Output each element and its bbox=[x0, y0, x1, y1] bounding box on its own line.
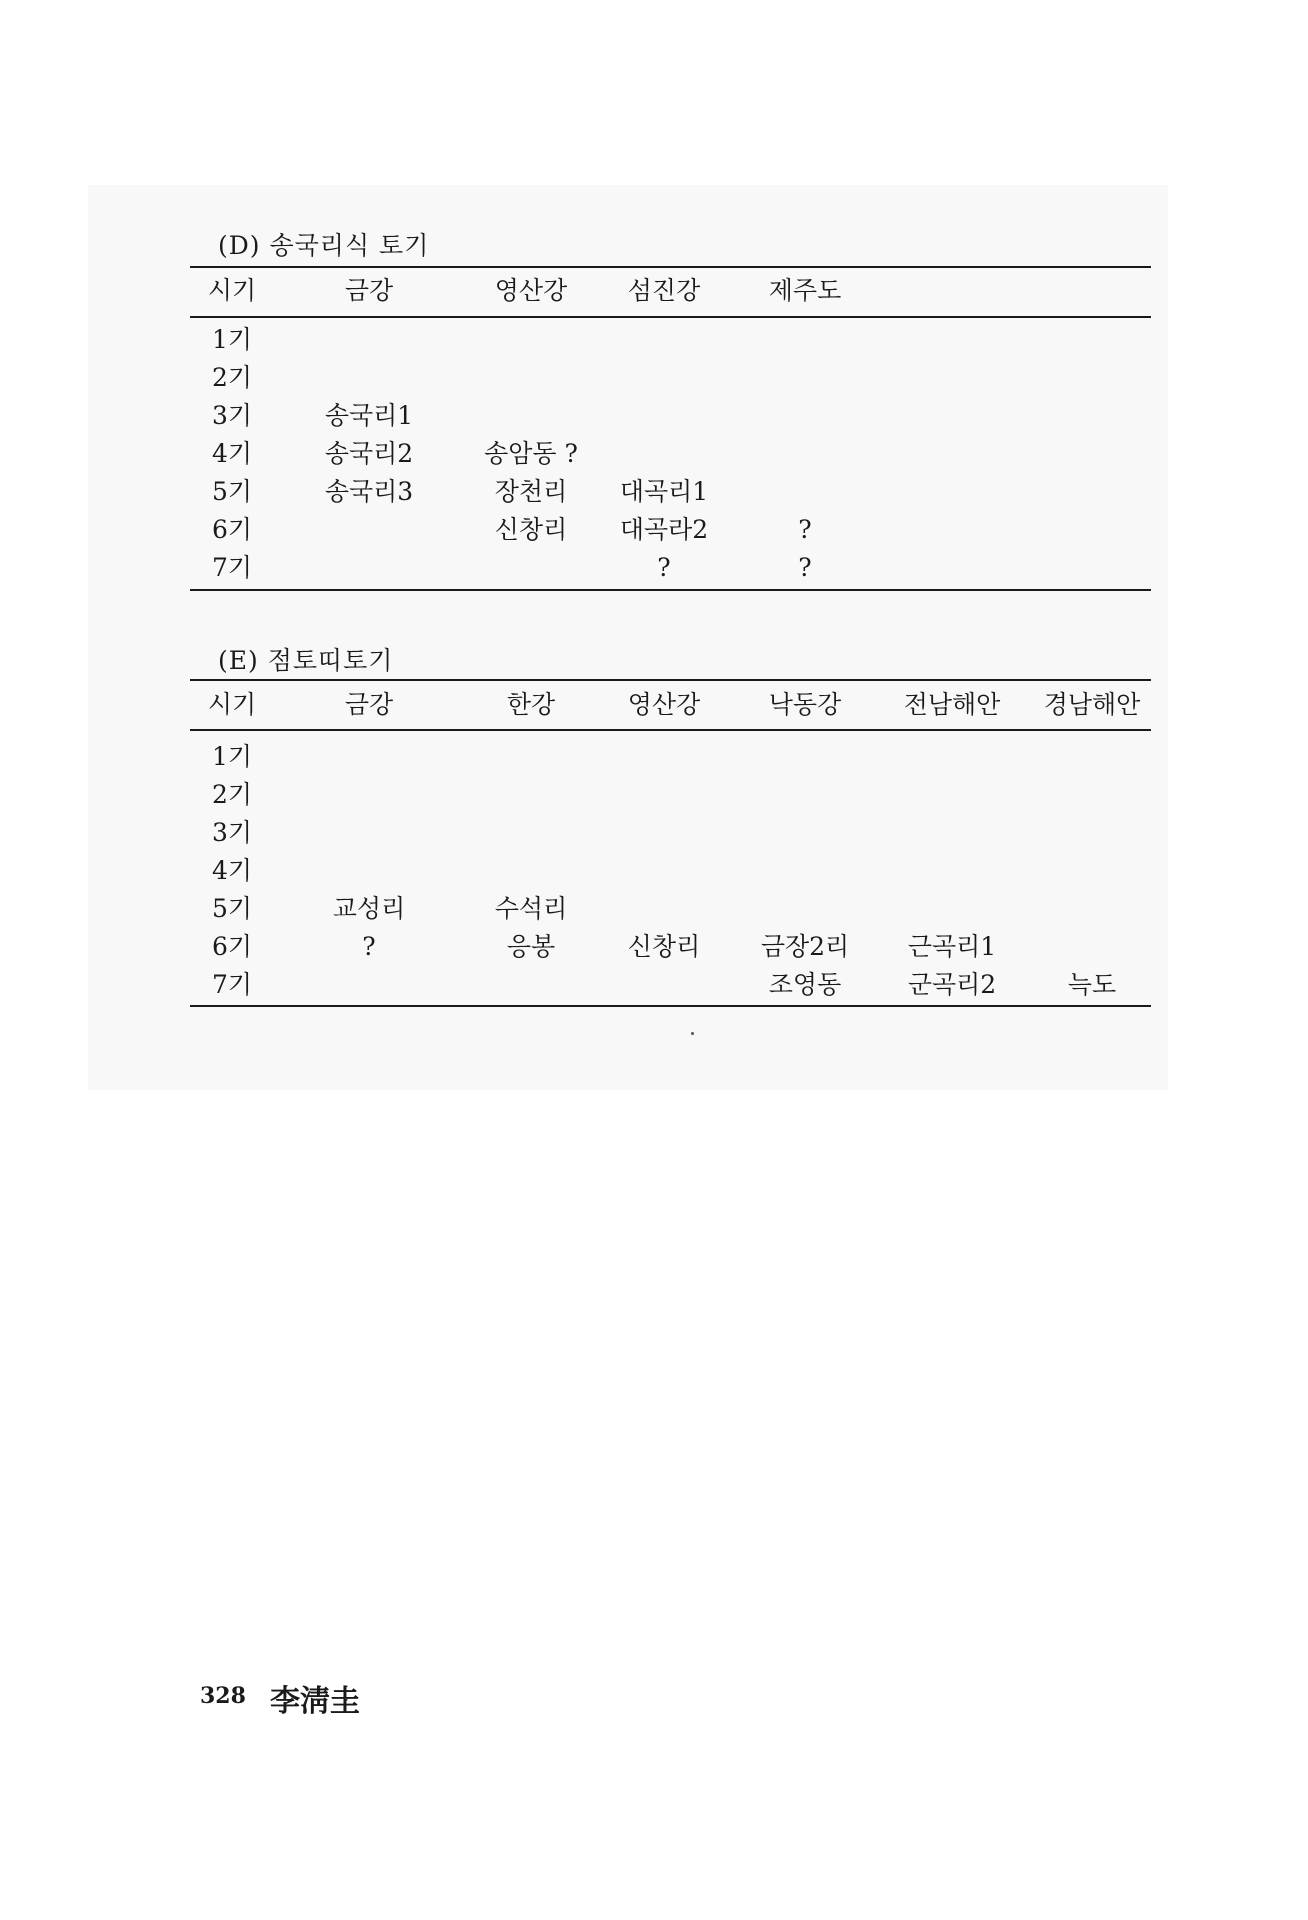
section_d-period-label: 1기 bbox=[212, 325, 253, 354]
section_e-period-label: 4기 bbox=[212, 856, 253, 885]
page-number: 328 bbox=[200, 1683, 246, 1709]
section-e-top-rule bbox=[190, 679, 1151, 681]
section_e-table-cell: 늑도 bbox=[1067, 970, 1117, 999]
section_e-table-cell: ? bbox=[362, 932, 376, 961]
section_d-table-cell: ? bbox=[798, 553, 812, 582]
section_e-table-cell: 조영동 bbox=[768, 970, 842, 999]
section_d-table-cell: 장천리 bbox=[494, 477, 568, 506]
section_e-header-4: 낙동강 bbox=[768, 690, 842, 719]
stray-mark bbox=[691, 1032, 694, 1035]
section_d-table-cell: 대곡리1 bbox=[619, 477, 709, 506]
section-d-bottom-rule bbox=[190, 589, 1151, 591]
author-name: 李淸圭 bbox=[270, 1684, 360, 1719]
section_d-header-2: 영산강 bbox=[494, 276, 568, 305]
section_d-header-1: 금강 bbox=[344, 276, 394, 305]
section_e-table-cell: 근곡리1 bbox=[907, 932, 997, 961]
section_d-table-cell: 송암동 ? bbox=[484, 439, 578, 468]
section_e-table-cell: 수석리 bbox=[494, 894, 568, 923]
section_d-period-label: 7기 bbox=[212, 553, 253, 582]
section_d-table-cell: 신창리 bbox=[494, 515, 568, 544]
section_e-header-1: 금강 bbox=[344, 690, 394, 719]
section_e-header-0: 시기 bbox=[207, 690, 257, 719]
section_d-table-cell: 송국리1 bbox=[324, 401, 414, 430]
section_d-period-label: 2기 bbox=[212, 363, 253, 392]
section_e-period-label: 6기 bbox=[212, 932, 253, 961]
section_e-period-label: 3기 bbox=[212, 818, 253, 847]
section_e-period-label: 7기 bbox=[212, 970, 253, 999]
section_e-period-label: 5기 bbox=[212, 894, 253, 923]
section_e-header-2: 한강 bbox=[506, 690, 556, 719]
section_d-period-label: 6기 bbox=[212, 515, 253, 544]
section_d-table-cell: 대곡라2 bbox=[619, 515, 709, 544]
section_e-table-cell: 교성리 bbox=[332, 894, 406, 923]
section-d-title: (D) 송국리식 토기 bbox=[218, 231, 430, 260]
section_e-header-5: 전남해안 bbox=[903, 690, 1001, 719]
section_e-table-cell: 금장2리 bbox=[760, 932, 850, 961]
section_d-period-label: 4기 bbox=[212, 439, 253, 468]
section_e-table-cell: 군곡리2 bbox=[907, 970, 997, 999]
section_d-header-0: 시기 bbox=[207, 276, 257, 305]
section-e-bottom-rule bbox=[190, 1005, 1151, 1007]
section_d-header-4: 제주도 bbox=[768, 276, 842, 305]
section_e-period-label: 2기 bbox=[212, 780, 253, 809]
section-d-header-rule bbox=[190, 316, 1151, 318]
section_d-table-cell: 송국리3 bbox=[324, 477, 414, 506]
section_e-table-cell: 응봉 bbox=[506, 932, 556, 961]
section-e-header-rule bbox=[190, 729, 1151, 731]
section_e-period-label: 1기 bbox=[212, 742, 253, 771]
section_d-period-label: 3기 bbox=[212, 401, 253, 430]
section-e-title: (E) 점토띠토기 bbox=[218, 646, 394, 675]
section_d-period-label: 5기 bbox=[212, 477, 253, 506]
section-d-top-rule bbox=[190, 266, 1151, 268]
section_e-table-cell: 신창리 bbox=[627, 932, 701, 961]
section_d-header-3: 섬진강 bbox=[627, 276, 701, 305]
section_d-table-cell: 송국리2 bbox=[324, 439, 414, 468]
section_e-header-6: 경남해안 bbox=[1043, 690, 1141, 719]
section_d-table-cell: ? bbox=[798, 515, 812, 544]
section_d-table-cell: ? bbox=[657, 553, 671, 582]
section_e-header-3: 영산강 bbox=[627, 690, 701, 719]
